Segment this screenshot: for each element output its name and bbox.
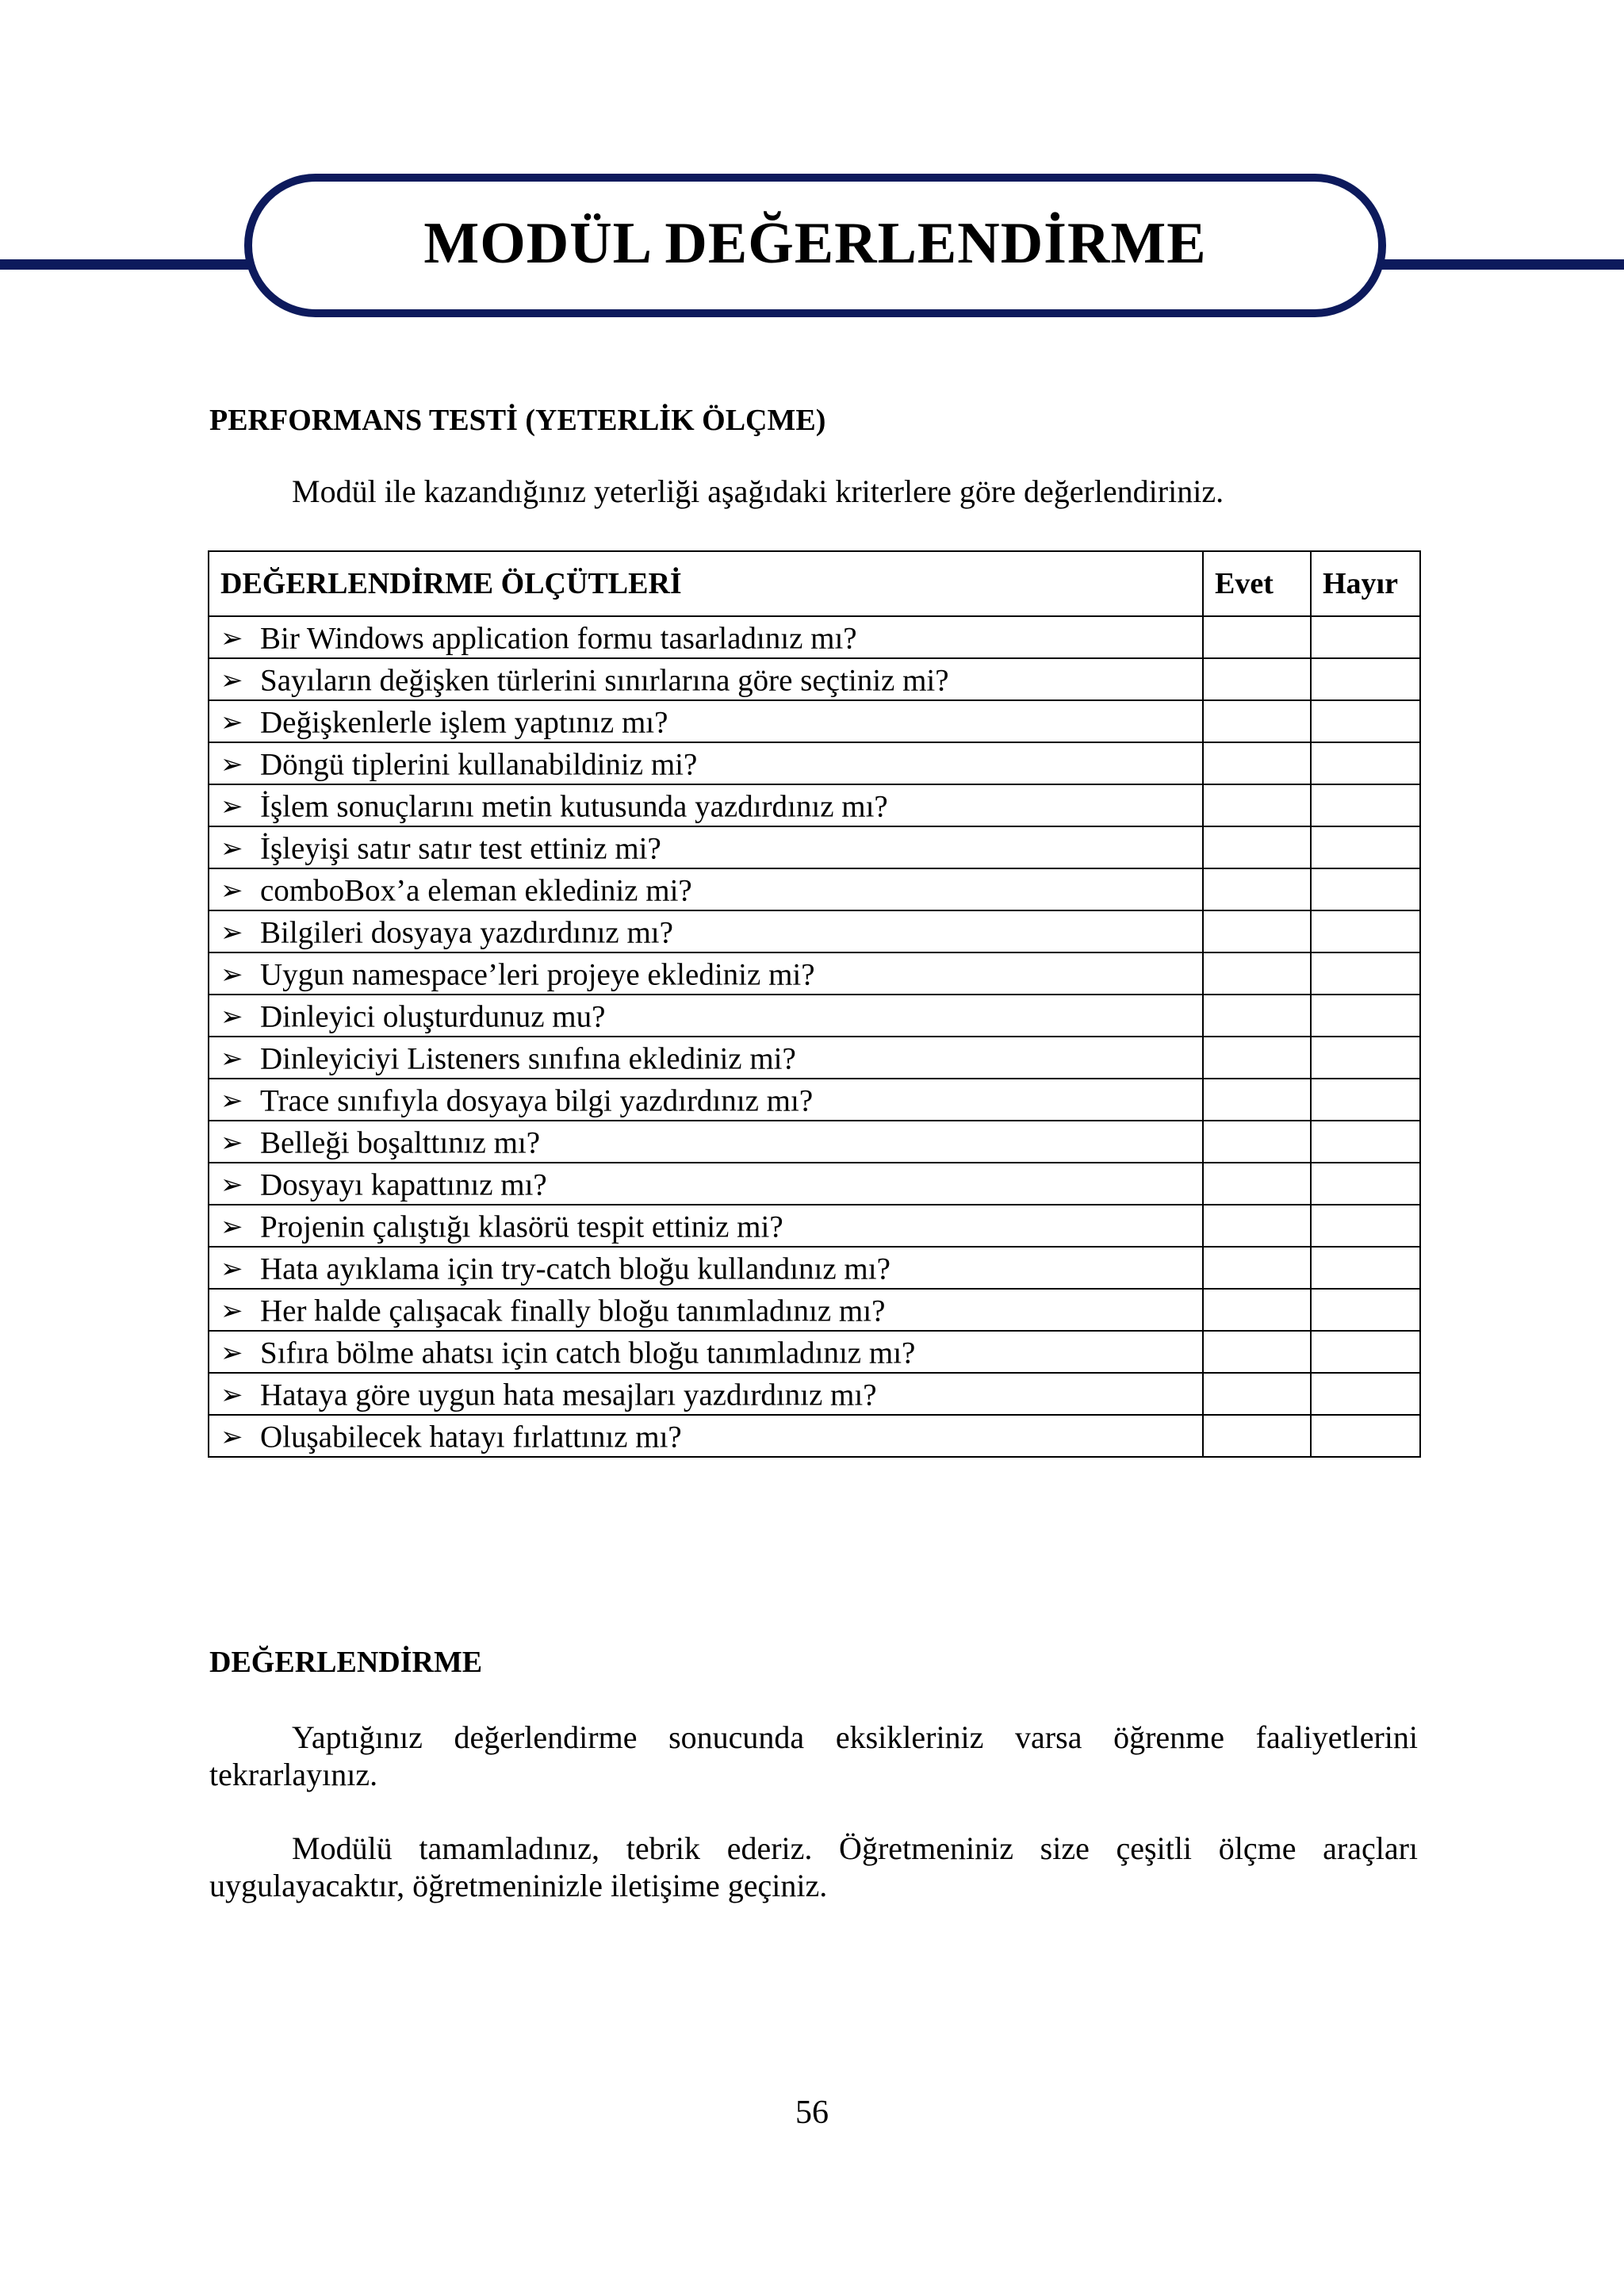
criterion-text: Uygun namespace’leri projeye eklediniz mi? <box>260 957 815 992</box>
table-row <box>209 995 1420 1037</box>
arrow-bullet-icon: ➢ <box>220 1043 243 1075</box>
yes-checkbox-cell[interactable] <box>1203 1037 1311 1079</box>
table-row <box>209 1037 1420 1079</box>
criterion-cell <box>209 1037 1203 1079</box>
table-row <box>209 1079 1420 1121</box>
criterion-cell <box>209 700 1203 742</box>
arrow-bullet-icon: ➢ <box>220 1211 243 1244</box>
table-row <box>209 742 1420 784</box>
no-checkbox-cell[interactable] <box>1311 700 1420 742</box>
criterion-text: Dinleyiciyi Listeners sınıfına eklediniz mi? <box>260 1041 796 1076</box>
yes-checkbox-cell[interactable] <box>1203 658 1311 700</box>
no-checkbox-cell[interactable] <box>1311 1247 1420 1289</box>
yes-checkbox-cell[interactable] <box>1203 784 1311 826</box>
criterion-cell <box>209 1205 1203 1247</box>
yes-checkbox-cell[interactable] <box>1203 910 1311 952</box>
column-header-no: Hayır <box>1311 551 1420 616</box>
performance-heading: PERFORMANS TESTİ (YETERLİK ÖLÇME) <box>209 404 826 437</box>
table-row <box>209 1121 1420 1163</box>
no-checkbox-cell[interactable] <box>1311 910 1420 952</box>
yes-checkbox-cell[interactable] <box>1203 1121 1311 1163</box>
criterion-cell <box>209 995 1203 1037</box>
criterion-text: İşlem sonuçlarını metin kutusunda yazdırdınız mı? <box>260 789 888 824</box>
criterion-text: Projenin çalıştığı klasörü tespit ettiniz mi? <box>260 1209 783 1244</box>
arrow-bullet-icon: ➢ <box>220 1295 243 1328</box>
table-row <box>209 1373 1420 1415</box>
criterion-cell <box>209 1079 1203 1121</box>
no-checkbox-cell[interactable] <box>1311 1163 1420 1205</box>
criteria-table-body <box>209 616 1420 1457</box>
yes-checkbox-cell[interactable] <box>1203 700 1311 742</box>
table-row <box>209 1415 1420 1457</box>
no-checkbox-cell[interactable] <box>1311 784 1420 826</box>
criterion-text: Hata ayıklama için try-catch bloğu kullandınız mı? <box>260 1251 891 1286</box>
evaluation-paragraph-2: Modülü tamamladınız, tebrik ederiz. Öğretmeniniz size çeşitli ölçme araçları uygulayacaktır, öğretmeninizle iletişime geçiniz. <box>209 1830 1418 1903</box>
criterion-cell <box>209 784 1203 826</box>
table-row <box>209 1163 1420 1205</box>
criterion-cell <box>209 742 1203 784</box>
arrow-bullet-icon: ➢ <box>220 791 243 823</box>
no-checkbox-cell[interactable] <box>1311 1415 1420 1457</box>
criterion-cell <box>209 910 1203 952</box>
yes-checkbox-cell[interactable] <box>1203 868 1311 910</box>
yes-checkbox-cell[interactable] <box>1203 742 1311 784</box>
table-row <box>209 826 1420 868</box>
criterion-text: Trace sınıfıyla dosyaya bilgi yazdırdınız mı? <box>260 1083 814 1118</box>
evaluation-paragraph-1: Yaptığınız değerlendirme sonucunda eksikleriniz varsa öğrenme faaliyetlerini tekrarlayınız. <box>209 1719 1418 1792</box>
criterion-text: Bir Windows application formu tasarladınız mı? <box>260 621 857 656</box>
criterion-text: İşleyişi satır satır test ettiniz mi? <box>260 831 661 866</box>
criterion-text: comboBox’a eleman eklediniz mi? <box>260 873 692 908</box>
yes-checkbox-cell[interactable] <box>1203 1205 1311 1247</box>
yes-checkbox-cell[interactable] <box>1203 1289 1311 1331</box>
no-checkbox-cell[interactable] <box>1311 1373 1420 1415</box>
arrow-bullet-icon: ➢ <box>220 833 243 865</box>
yes-checkbox-cell[interactable] <box>1203 1247 1311 1289</box>
arrow-bullet-icon: ➢ <box>220 665 243 697</box>
table-row <box>209 1331 1420 1373</box>
criterion-text: Sıfıra bölme ahatsı için catch bloğu tanımladınız mı? <box>260 1336 916 1370</box>
criterion-cell <box>209 952 1203 995</box>
criterion-text: Bilgileri dosyaya yazdırdınız mı? <box>260 915 673 950</box>
criterion-cell <box>209 1331 1203 1373</box>
yes-checkbox-cell[interactable] <box>1203 1373 1311 1415</box>
criterion-cell <box>209 1373 1203 1415</box>
arrow-bullet-icon: ➢ <box>220 707 243 739</box>
no-checkbox-cell[interactable] <box>1311 658 1420 700</box>
arrow-bullet-icon: ➢ <box>220 1421 243 1454</box>
table-header-row <box>209 551 1420 616</box>
column-header-yes: Evet <box>1203 551 1311 616</box>
yes-checkbox-cell[interactable] <box>1203 1079 1311 1121</box>
page-number: 56 <box>795 2095 829 2131</box>
arrow-bullet-icon: ➢ <box>220 1379 243 1412</box>
yes-checkbox-cell[interactable] <box>1203 1163 1311 1205</box>
arrow-bullet-icon: ➢ <box>220 1127 243 1159</box>
title-banner <box>244 174 1386 317</box>
page-title: MODÜL DEĞERLENDİRME <box>423 211 1207 276</box>
criterion-text: Her halde çalışacak finally bloğu tanımladınız mı? <box>260 1294 886 1328</box>
arrow-bullet-icon: ➢ <box>220 1169 243 1202</box>
yes-checkbox-cell[interactable] <box>1203 995 1311 1037</box>
table-row <box>209 616 1420 658</box>
no-checkbox-cell[interactable] <box>1311 868 1420 910</box>
no-checkbox-cell[interactable] <box>1311 616 1420 658</box>
banner-line-right <box>1376 259 1624 270</box>
criteria-table <box>208 550 1421 1458</box>
yes-checkbox-cell[interactable] <box>1203 952 1311 995</box>
criterion-text: Dosyayı kapattınız mı? <box>260 1167 547 1202</box>
no-checkbox-cell[interactable] <box>1311 742 1420 784</box>
table-row <box>209 658 1420 700</box>
table-row <box>209 784 1420 826</box>
no-checkbox-cell[interactable] <box>1311 826 1420 868</box>
column-header-criteria: DEĞERLENDİRME ÖLÇÜTLERİ <box>209 551 1203 616</box>
arrow-bullet-icon: ➢ <box>220 1253 243 1286</box>
criterion-text: Oluşabilecek hatayı fırlattınız mı? <box>260 1420 682 1455</box>
criterion-text: Döngü tiplerini kullanabildiniz mi? <box>260 747 698 782</box>
criterion-cell <box>209 1121 1203 1163</box>
table-row <box>209 700 1420 742</box>
criterion-text: Dinleyici oluşturdunuz mu? <box>260 999 606 1034</box>
yes-checkbox-cell[interactable] <box>1203 1331 1311 1373</box>
criterion-cell <box>209 616 1203 658</box>
arrow-bullet-icon: ➢ <box>220 875 243 907</box>
criterion-cell <box>209 1415 1203 1457</box>
criterion-text: Hataya göre uygun hata mesajları yazdırdınız mı? <box>260 1378 877 1412</box>
no-checkbox-cell[interactable] <box>1311 1205 1420 1247</box>
arrow-bullet-icon: ➢ <box>220 917 243 949</box>
arrow-bullet-icon: ➢ <box>220 1001 243 1033</box>
table-row <box>209 910 1420 952</box>
criterion-cell <box>209 1289 1203 1331</box>
arrow-bullet-icon: ➢ <box>220 1085 243 1117</box>
yes-checkbox-cell[interactable] <box>1203 616 1311 658</box>
yes-checkbox-cell[interactable] <box>1203 826 1311 868</box>
evaluation-heading: DEĞERLENDİRME <box>209 1646 483 1679</box>
table-row <box>209 1247 1420 1289</box>
criterion-text: Sayıların değişken türlerini sınırlarına göre seçtiniz mi? <box>260 663 949 698</box>
arrow-bullet-icon: ➢ <box>220 959 243 991</box>
criterion-cell <box>209 868 1203 910</box>
no-checkbox-cell[interactable] <box>1311 1331 1420 1373</box>
no-checkbox-cell[interactable] <box>1311 1289 1420 1331</box>
no-checkbox-cell[interactable] <box>1311 1079 1420 1121</box>
criterion-cell <box>209 1163 1203 1205</box>
arrow-bullet-icon: ➢ <box>220 623 243 655</box>
table-row <box>209 952 1420 995</box>
table-row <box>209 868 1420 910</box>
table-row <box>209 1289 1420 1331</box>
criterion-cell <box>209 1247 1203 1289</box>
criterion-cell <box>209 826 1203 868</box>
yes-checkbox-cell[interactable] <box>1203 1415 1311 1457</box>
table-row <box>209 1205 1420 1247</box>
criterion-text: Değişkenlerle işlem yaptınız mı? <box>260 705 668 740</box>
criterion-text: Belleği boşalttınız mı? <box>260 1125 541 1160</box>
no-checkbox-cell[interactable] <box>1311 1121 1420 1163</box>
arrow-bullet-icon: ➢ <box>220 749 243 781</box>
arrow-bullet-icon: ➢ <box>220 1337 243 1370</box>
performance-intro: Modül ile kazandığınız yeterliği aşağıdaki kriterlere göre değerlendiriniz. <box>292 473 1224 509</box>
no-checkbox-cell[interactable] <box>1311 995 1420 1037</box>
no-checkbox-cell[interactable] <box>1311 1037 1420 1079</box>
criterion-cell <box>209 658 1203 700</box>
no-checkbox-cell[interactable] <box>1311 952 1420 995</box>
banner-line-left <box>0 259 262 270</box>
